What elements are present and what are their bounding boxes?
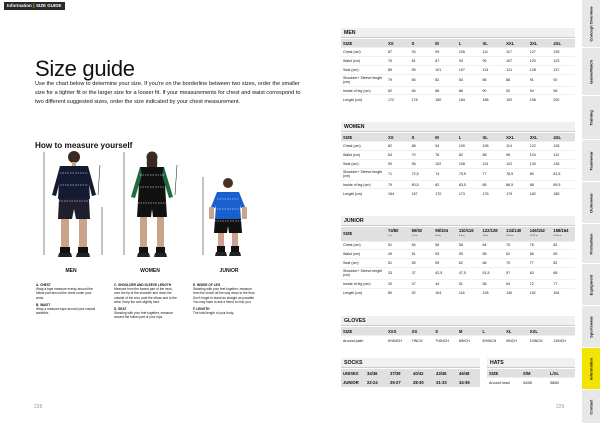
label-separator: | [33,3,35,8]
table-row: Waist (cm) 49 51 53 55 58 62 66 69 [341,250,575,259]
page-name: SIZE GUIDE [36,3,62,8]
page-number-left: 228 [34,404,43,410]
figure-label-women: WOMEN [140,268,160,274]
table-row: UNISEX 34/36 37/39 40/42 43/45 46/48 [341,369,480,378]
tab-sportswear[interactable]: Sportswear [582,306,600,348]
measure-subtitle: How to measure yourself [35,141,133,150]
table-row: Inside of leg (cm) 82 84 86 88 90 92 94 96 [341,86,575,95]
women-header-row: SIZE XS S M L XL XXL 3XL 4XL [341,133,575,142]
tab-teamwear[interactable]: Teamwear [582,140,600,182]
table-row: Inside of leg (cm) 79 80,5 82 83,5 85 86,5 88 89,5 [341,180,575,189]
gloves-header-row: SIZE XXS XS S M L XL XXL [341,327,575,336]
junior-header-row: SIZE 74/80 1 år 86/92 1-2 år 98/104 3-4 år 110/116 5-6 år 122/128 7-8 år 134/140 9-10 år 146/152 11-12 år 158/164 13-14 år [341,227,575,241]
table-row: Chest (cm) 51 54 56 58 64 70 76 82 [341,241,575,250]
page-title: Size guide [35,56,135,81]
tab-equipment[interactable]: Equipment [582,264,600,306]
section-name: Information [7,3,32,8]
gloves-size-table [341,327,575,345]
figure-label-junior: JUNIOR [219,268,239,274]
women-size-table [341,133,575,198]
junior-figure-illustration [203,177,247,256]
figure-label-men: MEN [65,268,77,274]
table-row: Seat (cm) 51 55 59 62 66 70 77 82 [341,259,575,268]
tab-training[interactable]: Training [582,96,600,140]
table-row: Length (cm) 172 176 180 184 188 192 196 200 [341,95,575,104]
table-row: Length (cm) 164 167 170 173 176 179 182 185 [341,189,575,198]
tab-information[interactable]: Information [582,348,600,390]
hats-header-row: SIZE S/M L/XL [487,369,575,378]
gloves-section-heading: GLOVES [341,316,575,326]
note-chest: A. CHEST Wrap a tape measure evenly around the fullest part around the chest under your arms. [36,283,93,300]
measurement-figures [36,147,266,265]
note-length: F. LENGTH The total length of your body. [193,307,235,316]
men-size-table [341,39,575,104]
hats-size-table [487,369,575,387]
table-row: Shoulder+ Sleeve length (cm) 33 37 42,5 47,5 51,5 57 63 68 [341,268,575,280]
tab-game-match[interactable]: Game/Match [582,48,600,96]
men-section-heading: MEN [341,28,575,38]
junior-size-table [341,227,575,297]
table-row: Waist (cm) 64 70 76 82 88 96 104 112 [341,151,575,160]
men-header-row: SIZE XS S M L XL XXL 3XL 4XL [341,39,575,48]
table-row: Seat (cm) 90 96 102 108 114 122 130 138 [341,160,575,169]
socks-section-heading: SOCKS [341,358,480,368]
table-row: Length (cm) 80 92 104 116 128 140 152 164 [341,288,575,297]
socks-size-table [341,369,480,387]
woman-figure-illustration [124,152,177,258]
table-row: Around head 54/56 58/60 [487,378,575,387]
table-row: Seat (cm) 89 95 101 107 113 121 128 137 [341,66,575,75]
table-row: JUNIOR 22-24 25-27 28-30 31-33 34-36 [341,378,480,387]
tab-outerwear[interactable]: Outerwear [582,182,600,224]
man-figure-illustration [44,151,102,257]
catalog-section-tabs [582,0,600,424]
table-row: Inside of leg (cm) 30 37 44 51 58 64 72 77 [341,279,575,288]
note-inside-leg: E. INSIDE OF LEG Standing with your feet together, measure from the crotch all the way down to the floor. Don't forget to stand as straight as possible. You may have to ask a friend to help you. [193,283,256,304]
tab-contact[interactable]: Contact [582,390,600,424]
note-seat: D. SEAT Standing with your feet together, measure around the fullest part of your hips. [114,307,174,320]
measure-notes-col-3 [193,283,257,318]
table-row: Waist (cm) 75 81 87 93 99 107 120 123 [341,57,575,66]
section-label [4,2,65,10]
measure-notes-col-1 [36,283,100,318]
note-shoulder-sleeve: C. SHOULDER AND SLEEVE LENGTH Measure from the lowest part of the neck, over the tip of the shoulder and down the outside of the arm, past the elbow and to the wrist. Keep the arm slightly bent. [114,283,177,304]
junior-section-heading: JUNIOR [341,216,575,226]
page-number-right: 229 [556,404,565,410]
note-waist: B. WAIST Wrap a measure tape around your natural waistline. [36,302,96,316]
intro-text: Use the chart below to determine your size. If you're on the borderline between two sizes, order the smaller size for a tighter fit or the larger size for a looser fit. If your measurements for chest and waist correspond to two different suggested sizes, order the size indicated by your chest measurement. [35,81,301,105]
table-row: Shoulder+ Sleeve length (cm) 79 80 82 84 86 88 91 92 [341,75,575,87]
table-row: Shoulder+ Sleeve length (cm) 71 72,5 74 75,5 77 78,5 80 81,5 [341,169,575,181]
table-row: Chest (cm) 82 88 94 100 106 114 122 128 [341,142,575,151]
table-row: Around palm 6½INCH 7INCH 7½INCH 8INCH 8½INCH 9INCH 10INCH 11INCH [341,336,575,345]
hats-section-heading: HATS [487,358,575,368]
women-section-heading: WOMEN [341,122,575,132]
measure-notes-col-2 [114,283,178,323]
tab-concept-overview[interactable]: Concept Overview [582,0,600,48]
table-row: Chest (cm) 87 93 99 105 111 117 127 135 [341,48,575,57]
tab-profashion[interactable]: Profashion [582,224,600,264]
